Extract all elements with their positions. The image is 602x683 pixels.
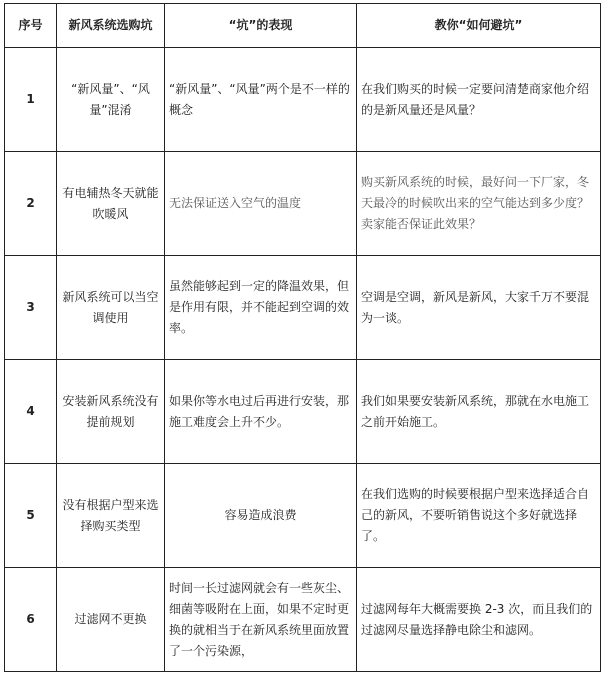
row-number: 6	[5, 568, 57, 672]
row-number: 5	[5, 464, 57, 568]
row-number: 4	[5, 360, 57, 464]
symptom-cell: 容易造成浪费	[165, 464, 357, 568]
header-pit: 新风系统选购坑	[57, 4, 165, 48]
symptom-cell: 时间一长过滤网就会有一些灰尘、细菌等吸附在上面，如果不定时更换的就相当于在新风系统里面放置了一个污染源，	[165, 568, 357, 672]
pit-cell: 有电辅热冬天就能吹暖风	[57, 152, 165, 256]
table-row	[5, 48, 601, 152]
pit-cell: 过滤网不更换	[57, 568, 165, 672]
table-row	[5, 256, 601, 360]
symptom-cell: “新风量”、“风量”两个是不一样的概念	[165, 48, 357, 152]
header-row	[5, 4, 601, 48]
advice-cell: 在我们购买的时候一定要问清楚商家他介绍的是新风量还是风量？	[357, 48, 601, 152]
header-advice: 教你“如何避坑”	[357, 4, 601, 48]
header-symptom: “坑”的表现	[165, 4, 357, 48]
advice-cell: 空调是空调，新风是新风，大家千万不要混为一谈。	[357, 256, 601, 360]
header-index: 序号	[5, 4, 57, 48]
advice-cell: 购买新风系统的时候，最好问一下厂家，冬天最冷的时候吹出来的空气能达到多少度？卖家能否保证此效果？	[357, 152, 601, 256]
row-number: 1	[5, 48, 57, 152]
pit-cell: “新风量”、“风量”混淆	[57, 48, 165, 152]
table-row	[5, 464, 601, 568]
table-row	[5, 360, 601, 464]
advice-cell: 在我们选购的时候要根据户型来选择适合自己的新风，不要听销售说这个多好就选择了。	[357, 464, 601, 568]
comparison-table	[4, 3, 601, 672]
symptom-cell: 如果你等水电过后再进行安装，那施工难度会上升不少。	[165, 360, 357, 464]
table-row	[5, 568, 601, 672]
pit-cell: 没有根据户型来选择购买类型	[57, 464, 165, 568]
pit-cell: 新风系统可以当空调使用	[57, 256, 165, 360]
symptom-cell: 虽然能够起到一定的降温效果，但是作用有限，并不能起到空调的效率。	[165, 256, 357, 360]
table-row	[5, 152, 601, 256]
row-number: 2	[5, 152, 57, 256]
advice-cell: 过滤网每年大概需要换 2-3 次，而且我们的过滤网尽量选择静电除尘和滤网。	[357, 568, 601, 672]
advice-cell: 我们如果要安装新风系统，那就在水电施工之前开始施工。	[357, 360, 601, 464]
row-number: 3	[5, 256, 57, 360]
symptom-cell: 无法保证送入空气的温度	[165, 152, 357, 256]
pit-cell: 安装新风系统没有提前规划	[57, 360, 165, 464]
